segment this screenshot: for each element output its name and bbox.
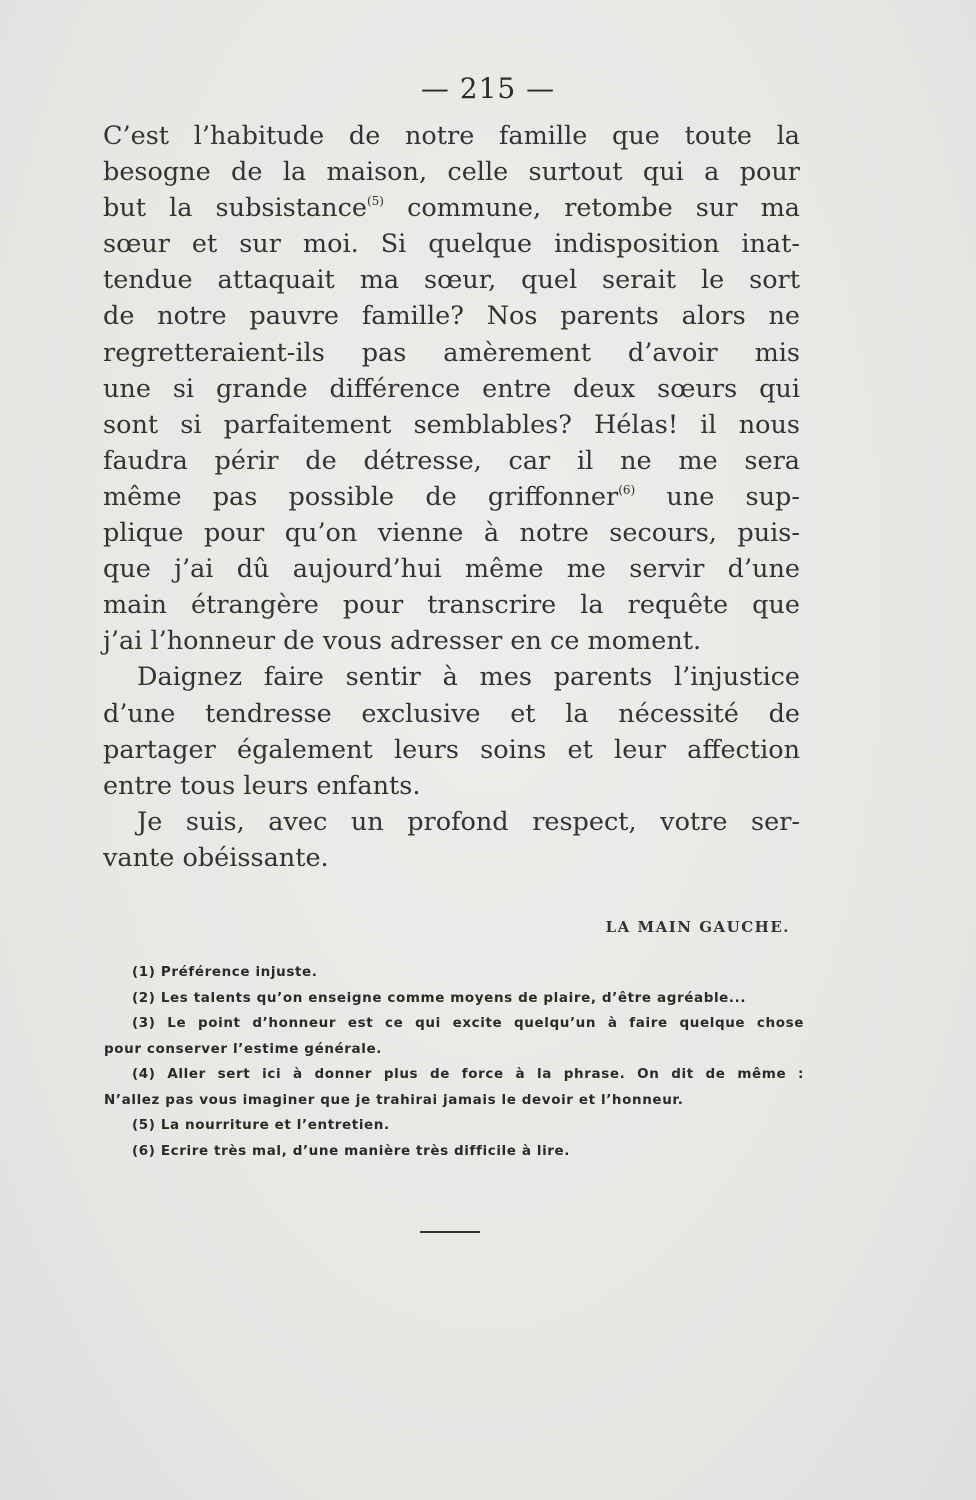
text-line (103, 190, 800, 226)
text-fragment: commune, retombe sur ma (383, 193, 800, 224)
footnote-1: (1) Préférence injuste. (132, 964, 318, 980)
text-line: vante obéissante. (103, 842, 329, 873)
footnote-4-continued: N’allez pas vous imaginer que je trahirai jamais le devoir et l’honneur. (104, 1091, 684, 1108)
text-line: sont si parfaitement semblables? Hélas! il nous (103, 409, 800, 440)
text-line: main étrangère pour transcrire la requête que (103, 590, 800, 621)
text-line: de notre pauvre famille? Nos parents alors ne (103, 301, 800, 332)
footnotes (104, 960, 804, 1164)
text-line: tendue attaquait ma sœur, quel serait le sort (103, 265, 800, 296)
text-line: Je suis, avec un profond respect, votre ser- (137, 806, 800, 837)
text-line: entre tous leurs enfants. (103, 770, 421, 801)
text-line: regretteraient-ils pas amèrement d’avoir mis (103, 337, 800, 368)
text-line: besogne de la maison, celle surtout qui a pour (103, 157, 800, 188)
text-fragment: même pas possible de griffonner (103, 481, 619, 512)
page-number: — 215 — (420, 72, 556, 105)
signature: LA MAIN GAUCHE. (605, 918, 790, 936)
footnote-6: (6) Ecrire très mal, d’une manière très difficile à lire. (132, 1142, 571, 1159)
text-line: C’est l’habitude de notre famille que toute la (103, 121, 800, 151)
text-line: sœur et sur moi. Si quelque indisposition inat- (103, 229, 800, 260)
footnote-2: (2) Les talents qu’on enseigne comme moyens de plaire, d’être agréable... (132, 989, 747, 1006)
text-fragment: but la subsistance (103, 193, 367, 224)
text-line: faudra périr de détresse, car il ne me sera (103, 445, 800, 476)
footnote-ref-6: (6) (618, 482, 636, 497)
footnote-3: (3) Le point d’honneur est ce qui excite quelqu’un à faire quelque chose (132, 1015, 804, 1031)
footnote-ref-5: (5) (366, 194, 384, 209)
text-line: plique pour qu’on vienne à notre secours, puis- (103, 518, 800, 549)
text-line: j’ai l’honneur de vous adresser en ce moment. (103, 626, 702, 657)
text-line: Daignez faire sentir à mes parents l’injustice (137, 662, 800, 693)
text-line: que j’ai dû aujourd’hui même me servir d’une (103, 554, 800, 585)
text-line (103, 479, 800, 515)
text-fragment: une sup- (635, 481, 800, 512)
footnote-3-continued: pour conserver l’estime générale. (104, 1040, 382, 1057)
footnote-5: (5) La nourriture et l’entretien. (132, 1117, 390, 1133)
text-line: d’une tendresse exclusive et la nécessité de (103, 698, 800, 729)
main-text (103, 118, 800, 876)
text-line: partager également leurs soins et leur affection (103, 734, 800, 765)
end-rule (420, 1231, 480, 1233)
footnote-4: (4) Aller sert ici à donner plus de force à la phrase. On dit de même : (132, 1066, 804, 1082)
text-line: une si grande différence entre deux sœurs qui (103, 373, 800, 404)
